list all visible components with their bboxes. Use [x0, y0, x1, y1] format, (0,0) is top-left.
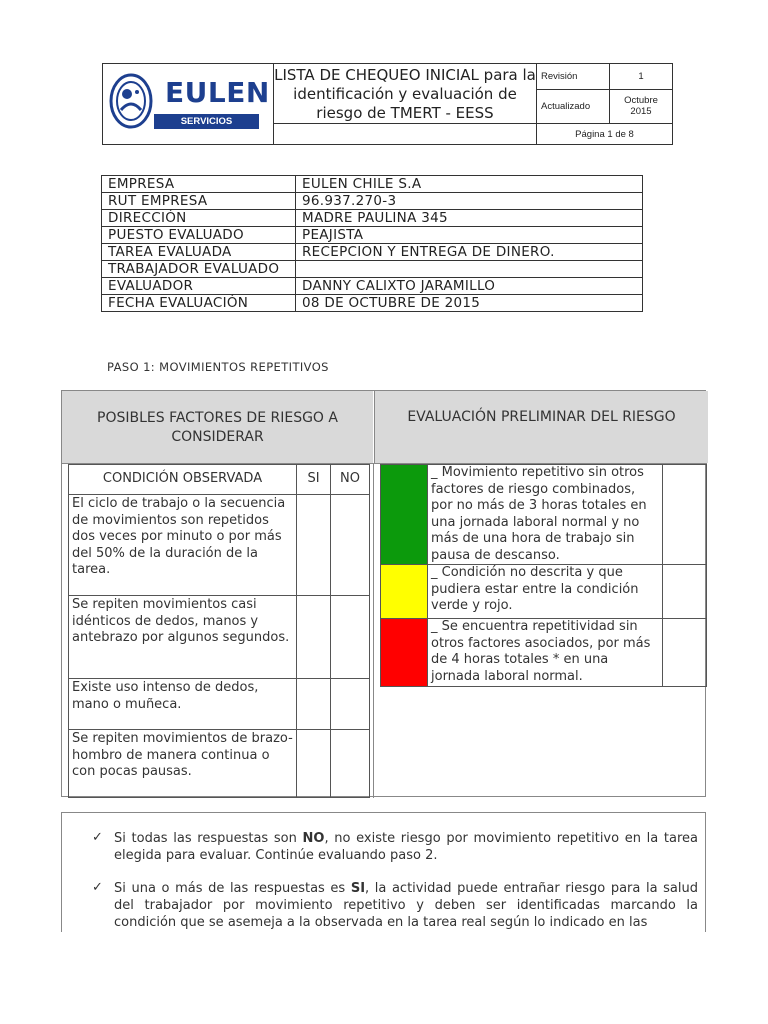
right-header-text: EVALUACIÓN PRELIMINAR DEL RIESGO: [407, 409, 676, 425]
red-level-swatch: [381, 619, 428, 687]
table-row: [381, 465, 707, 565]
note-1-bold: NO: [302, 831, 325, 846]
table-row: [69, 596, 370, 679]
left-header-text: POSIBLES FACTORES DE RIESGO A CONSIDERAR: [97, 410, 338, 445]
revision-value: 1: [610, 64, 673, 90]
yellow-level-text: _ Condición no descrita y que pudiera estar entre la condición verde y rojo.: [428, 565, 663, 619]
logo-text: EULEN: [165, 76, 270, 109]
evaluation-table: [380, 464, 707, 687]
si-checkbox[interactable]: [297, 679, 331, 730]
info-key: PUESTO EVALUADO: [102, 227, 296, 244]
table-row: [102, 295, 643, 312]
notes-box: [61, 812, 706, 932]
table-row: [381, 565, 707, 619]
updated-value: [610, 89, 673, 123]
info-value: PEAJISTA: [296, 227, 643, 244]
info-value: EULEN CHILE S.A: [296, 176, 643, 193]
check-icon: ✓: [92, 830, 103, 845]
table-row: [381, 619, 707, 687]
green-level-mark[interactable]: [663, 465, 707, 565]
eulen-logo: [107, 68, 270, 142]
info-key: FECHA EVALUACIÓN: [102, 295, 296, 312]
table-row: [102, 278, 643, 295]
note-1: [114, 830, 698, 864]
info-key: TAREA EVALUADA: [102, 244, 296, 261]
red-level-mark[interactable]: [663, 619, 707, 687]
info-table: [101, 175, 643, 312]
step-title: PASO 1: MOVIMIENTOS REPETITIVOS: [107, 360, 329, 374]
info-value: 08 DE OCTUBRE DE 2015: [296, 295, 643, 312]
table-row: [69, 730, 370, 798]
si-checkbox[interactable]: [297, 596, 331, 679]
info-value: 96.937.270-3: [296, 193, 643, 210]
right-header: [374, 391, 708, 463]
no-checkbox[interactable]: [331, 679, 370, 730]
table-row: [102, 227, 643, 244]
logo-cell: [103, 64, 274, 145]
si-checkbox[interactable]: [297, 495, 331, 596]
red-level-text: _ Se encuentra repetitividad sin otros factores asociados, por más de 4 horas totales * en una jornada laboral normal.: [428, 619, 663, 687]
note-1-pre: Si todas las respuestas son: [114, 831, 303, 846]
note-1-post: , no existe riesgo por movimiento repetitivo en la tarea elegida para evaluar. Continúe evaluando paso 2.: [114, 831, 698, 863]
table-row: [69, 495, 370, 596]
green-level-text: _ Movimiento repetitivo sin otros factores de riesgo combinados, por no más de 3 horas totales en una jornada laboral normal y no más de una hora de trabajo sin pausa de descanso.: [428, 465, 663, 565]
condition-text: Se repiten movimientos de brazo-hombro de manera continua o con pocas pausas.: [69, 730, 297, 798]
title-blank: [274, 124, 537, 145]
info-value: MADRE PAULINA 345: [296, 210, 643, 227]
col-si-header: SI: [297, 465, 331, 495]
page-indicator: Página 1 de 8: [537, 124, 673, 145]
table-row: [102, 176, 643, 193]
document-header: [102, 63, 673, 145]
yellow-level-swatch: [381, 565, 428, 619]
condition-text: El ciclo de trabajo o la secuencia de movimientos son repetidos dos veces por minuto o por más del 50% de la duración de la tarea.: [69, 495, 297, 596]
col-condition-header: CONDICIÓN OBSERVADA: [69, 465, 297, 495]
updated-label: Actualizado: [537, 89, 610, 123]
panel-divider: [373, 463, 374, 798]
no-checkbox[interactable]: [331, 730, 370, 798]
note-2-pre: Si una o más de las respuestas es: [114, 881, 351, 896]
green-level-swatch: [381, 465, 428, 565]
info-key: RUT EMPRESA: [102, 193, 296, 210]
condition-text: Se repiten movimientos casi idénticos de dedos, manos y antebrazo por algunos segundos.: [69, 596, 297, 679]
risk-panel: [61, 390, 706, 797]
table-row: [102, 193, 643, 210]
factors-table: [68, 464, 370, 798]
si-checkbox[interactable]: [297, 730, 331, 798]
document-title: LISTA DE CHEQUEO INICIAL para la identificación y evaluación de riesgo de TMERT - EESS: [274, 64, 537, 124]
info-key: EVALUADOR: [102, 278, 296, 295]
note-2-post: , la actividad puede entrañar riesgo para la salud del trabajador por movimiento repetitivo y deben ser identificadas marcando la condición que se asemeja a la observada en la tarea real según lo indicado en las: [114, 881, 699, 930]
info-key: EMPRESA: [102, 176, 296, 193]
col-no-header: NO: [331, 465, 370, 495]
check-icon: ✓: [92, 880, 103, 895]
table-row: [102, 261, 643, 278]
table-row: [102, 210, 643, 227]
left-header: [62, 391, 373, 463]
info-key: TRABAJADOR EVALUADO: [102, 261, 296, 278]
info-key: DIRECCIÓN: [102, 210, 296, 227]
info-value: RECEPCION Y ENTREGA DE DINERO.: [296, 244, 643, 261]
note-2-bold: SI: [350, 881, 366, 896]
logo-subtitle: SERVICIOS AUXILIARES: [154, 114, 259, 129]
revision-label: Revisión: [537, 64, 610, 90]
updated-value-text: Octubre 2015: [624, 95, 658, 118]
info-value: [296, 261, 643, 278]
no-checkbox[interactable]: [331, 596, 370, 679]
condition-text: Existe uso intenso de dedos, mano o muñeca.: [69, 679, 297, 730]
info-value: DANNY CALIXTO JARAMILLO: [296, 278, 643, 295]
no-checkbox[interactable]: [331, 495, 370, 596]
table-row: [102, 244, 643, 261]
note-2: [114, 880, 698, 931]
yellow-level-mark[interactable]: [663, 565, 707, 619]
table-row: [69, 679, 370, 730]
